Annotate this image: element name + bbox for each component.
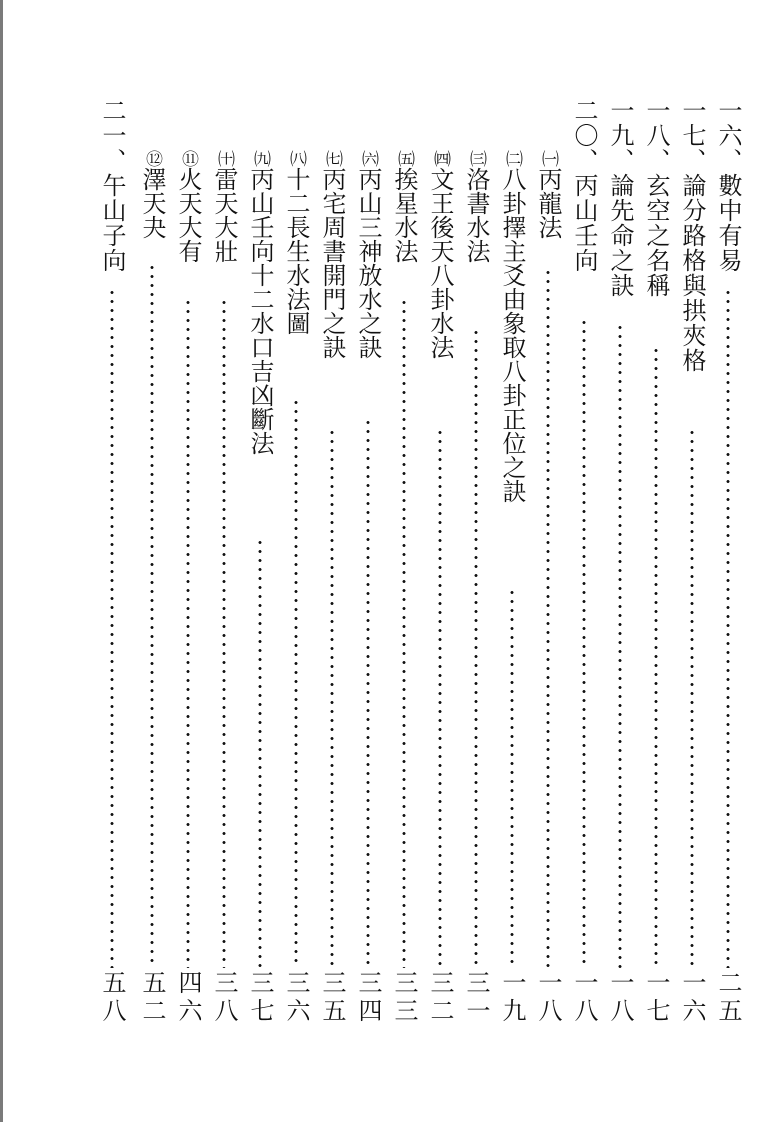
entry-title: 丙山壬向十二水口吉凶斷法 bbox=[246, 167, 274, 455]
toc-subentry-11[interactable] bbox=[172, 98, 204, 1058]
entry-title: 論分路格與拱夾格 bbox=[678, 173, 706, 373]
entry-title: 十二長生水法圖 bbox=[282, 167, 310, 335]
subentry-mark: ㈢ bbox=[466, 150, 486, 167]
dot-leader bbox=[149, 263, 155, 968]
entry-title: 丙宅周書開門之訣 bbox=[318, 167, 346, 359]
subentry-label bbox=[460, 150, 492, 263]
entry-title: 雷天大壯 bbox=[210, 167, 238, 263]
page-number: 五八 bbox=[98, 970, 126, 1026]
subentry-label bbox=[244, 150, 276, 455]
toc-subentry-1[interactable] bbox=[532, 98, 564, 1058]
entry-number: 一八、玄空之名稱 bbox=[642, 98, 670, 298]
toc-entry-19[interactable] bbox=[604, 98, 636, 1058]
dot-leader bbox=[725, 288, 731, 968]
subentry-mark: ㈥ bbox=[358, 150, 378, 167]
toc-subentry-2[interactable] bbox=[496, 98, 528, 1058]
entry-title: 澤天夬 bbox=[138, 167, 166, 239]
entry-title: 文王後天八卦水法 bbox=[426, 167, 454, 359]
toc-subentry-12[interactable] bbox=[136, 98, 168, 1058]
page-number: 一八 bbox=[570, 970, 598, 1026]
subentry-label bbox=[316, 150, 348, 359]
page-number: 一六 bbox=[678, 970, 706, 1026]
entry-title: 火天大有 bbox=[174, 167, 202, 263]
dot-leader bbox=[545, 268, 551, 968]
page-number: 三八 bbox=[210, 970, 238, 1026]
dot-leader bbox=[329, 428, 335, 968]
entry-title: 丙山三神放水之訣 bbox=[354, 167, 382, 359]
page-number: 一八 bbox=[606, 970, 634, 1026]
entry-number: 二一、午山子向 bbox=[98, 98, 126, 273]
entry-title: 洛書水法 bbox=[462, 167, 490, 263]
subentry-mark: ㈧ bbox=[286, 150, 306, 167]
toc-entry-16[interactable] bbox=[712, 98, 744, 1058]
page-number: 三六 bbox=[282, 970, 310, 1026]
page-number: 二五 bbox=[714, 970, 742, 1026]
page-number: 三四 bbox=[354, 970, 382, 1026]
subentry-label bbox=[136, 150, 168, 239]
dot-leader bbox=[437, 428, 443, 968]
subentry-mark: ㈩ bbox=[214, 150, 234, 167]
page-number: 三七 bbox=[246, 970, 274, 1026]
entry-title: 玄空之名稱 bbox=[642, 173, 670, 298]
toc-entry-18[interactable] bbox=[640, 98, 672, 1058]
subentry-mark: ⑫ bbox=[142, 150, 162, 167]
subentry-label bbox=[280, 150, 312, 335]
entry-title: 八卦擇主爻由象取八卦正位之訣 bbox=[498, 167, 526, 503]
dot-leader bbox=[653, 346, 659, 968]
dot-leader bbox=[401, 298, 407, 968]
entry-title: 丙龍法 bbox=[534, 167, 562, 239]
dot-leader bbox=[221, 298, 227, 968]
entry-title: 丙山壬向 bbox=[570, 173, 598, 273]
subentry-label bbox=[424, 150, 456, 359]
subentry-label bbox=[172, 150, 204, 263]
toc-subentry-3[interactable] bbox=[460, 98, 492, 1058]
page-number: 三五 bbox=[318, 970, 346, 1026]
page-number: 三一 bbox=[462, 970, 490, 1026]
toc-subentry-6[interactable] bbox=[352, 98, 384, 1058]
page-number: 三二 bbox=[426, 970, 454, 1026]
subentry-label bbox=[496, 150, 528, 503]
toc-subentry-4[interactable] bbox=[424, 98, 456, 1058]
entry-title: 數中有易 bbox=[714, 173, 742, 273]
entry-number: 一九、論先命之訣 bbox=[606, 98, 634, 298]
dot-leader bbox=[185, 298, 191, 968]
toc-entry-21[interactable] bbox=[96, 98, 128, 1058]
table-of-contents bbox=[96, 98, 744, 1058]
subentry-mark: ㈦ bbox=[322, 150, 342, 167]
subentry-label bbox=[532, 150, 564, 239]
dot-leader bbox=[509, 588, 515, 968]
page-number: 三三 bbox=[390, 970, 418, 1026]
entry-number: 一七、論分路格與拱夾格 bbox=[678, 98, 706, 373]
subentry-mark: ⑪ bbox=[178, 150, 198, 167]
dot-leader bbox=[473, 328, 479, 968]
toc-entry-20[interactable] bbox=[568, 98, 600, 1058]
subentry-mark: ㈨ bbox=[250, 150, 270, 167]
entry-number: 一六、數中有易 bbox=[714, 98, 742, 273]
entry-title: 論先命之訣 bbox=[606, 173, 634, 298]
subentry-label bbox=[208, 150, 240, 263]
dot-leader bbox=[365, 418, 371, 968]
subentry-mark: ㈤ bbox=[394, 150, 414, 167]
dot-leader bbox=[617, 323, 623, 968]
toc-subentry-8[interactable] bbox=[280, 98, 312, 1058]
dot-leader bbox=[689, 428, 695, 968]
toc-subentry-9[interactable] bbox=[244, 98, 276, 1058]
entry-number: 二〇、丙山壬向 bbox=[570, 98, 598, 273]
page-number: 四六 bbox=[174, 970, 202, 1026]
dot-leader bbox=[293, 398, 299, 968]
page-number: 一七 bbox=[642, 970, 670, 1026]
subentry-label bbox=[388, 150, 420, 263]
toc-subentry-10[interactable] bbox=[208, 98, 240, 1058]
entry-title: 午山子向 bbox=[98, 173, 126, 273]
dot-leader bbox=[109, 288, 115, 968]
page-number: 一八 bbox=[534, 970, 562, 1026]
page-number: 五二 bbox=[138, 970, 166, 1026]
subentry-mark: ㈠ bbox=[538, 150, 558, 167]
dot-leader bbox=[581, 318, 587, 968]
dot-leader bbox=[257, 538, 263, 968]
page-edge-border bbox=[0, 0, 3, 1122]
page-number: 一九 bbox=[498, 970, 526, 1026]
subentry-mark: ㈣ bbox=[430, 150, 450, 167]
toc-subentry-7[interactable] bbox=[316, 98, 348, 1058]
entry-title: 挨星水法 bbox=[390, 167, 418, 263]
subentry-mark: ㈡ bbox=[502, 150, 522, 167]
subentry-label bbox=[352, 150, 384, 359]
toc-subentry-5[interactable] bbox=[388, 98, 420, 1058]
toc-entry-17[interactable] bbox=[676, 98, 708, 1058]
